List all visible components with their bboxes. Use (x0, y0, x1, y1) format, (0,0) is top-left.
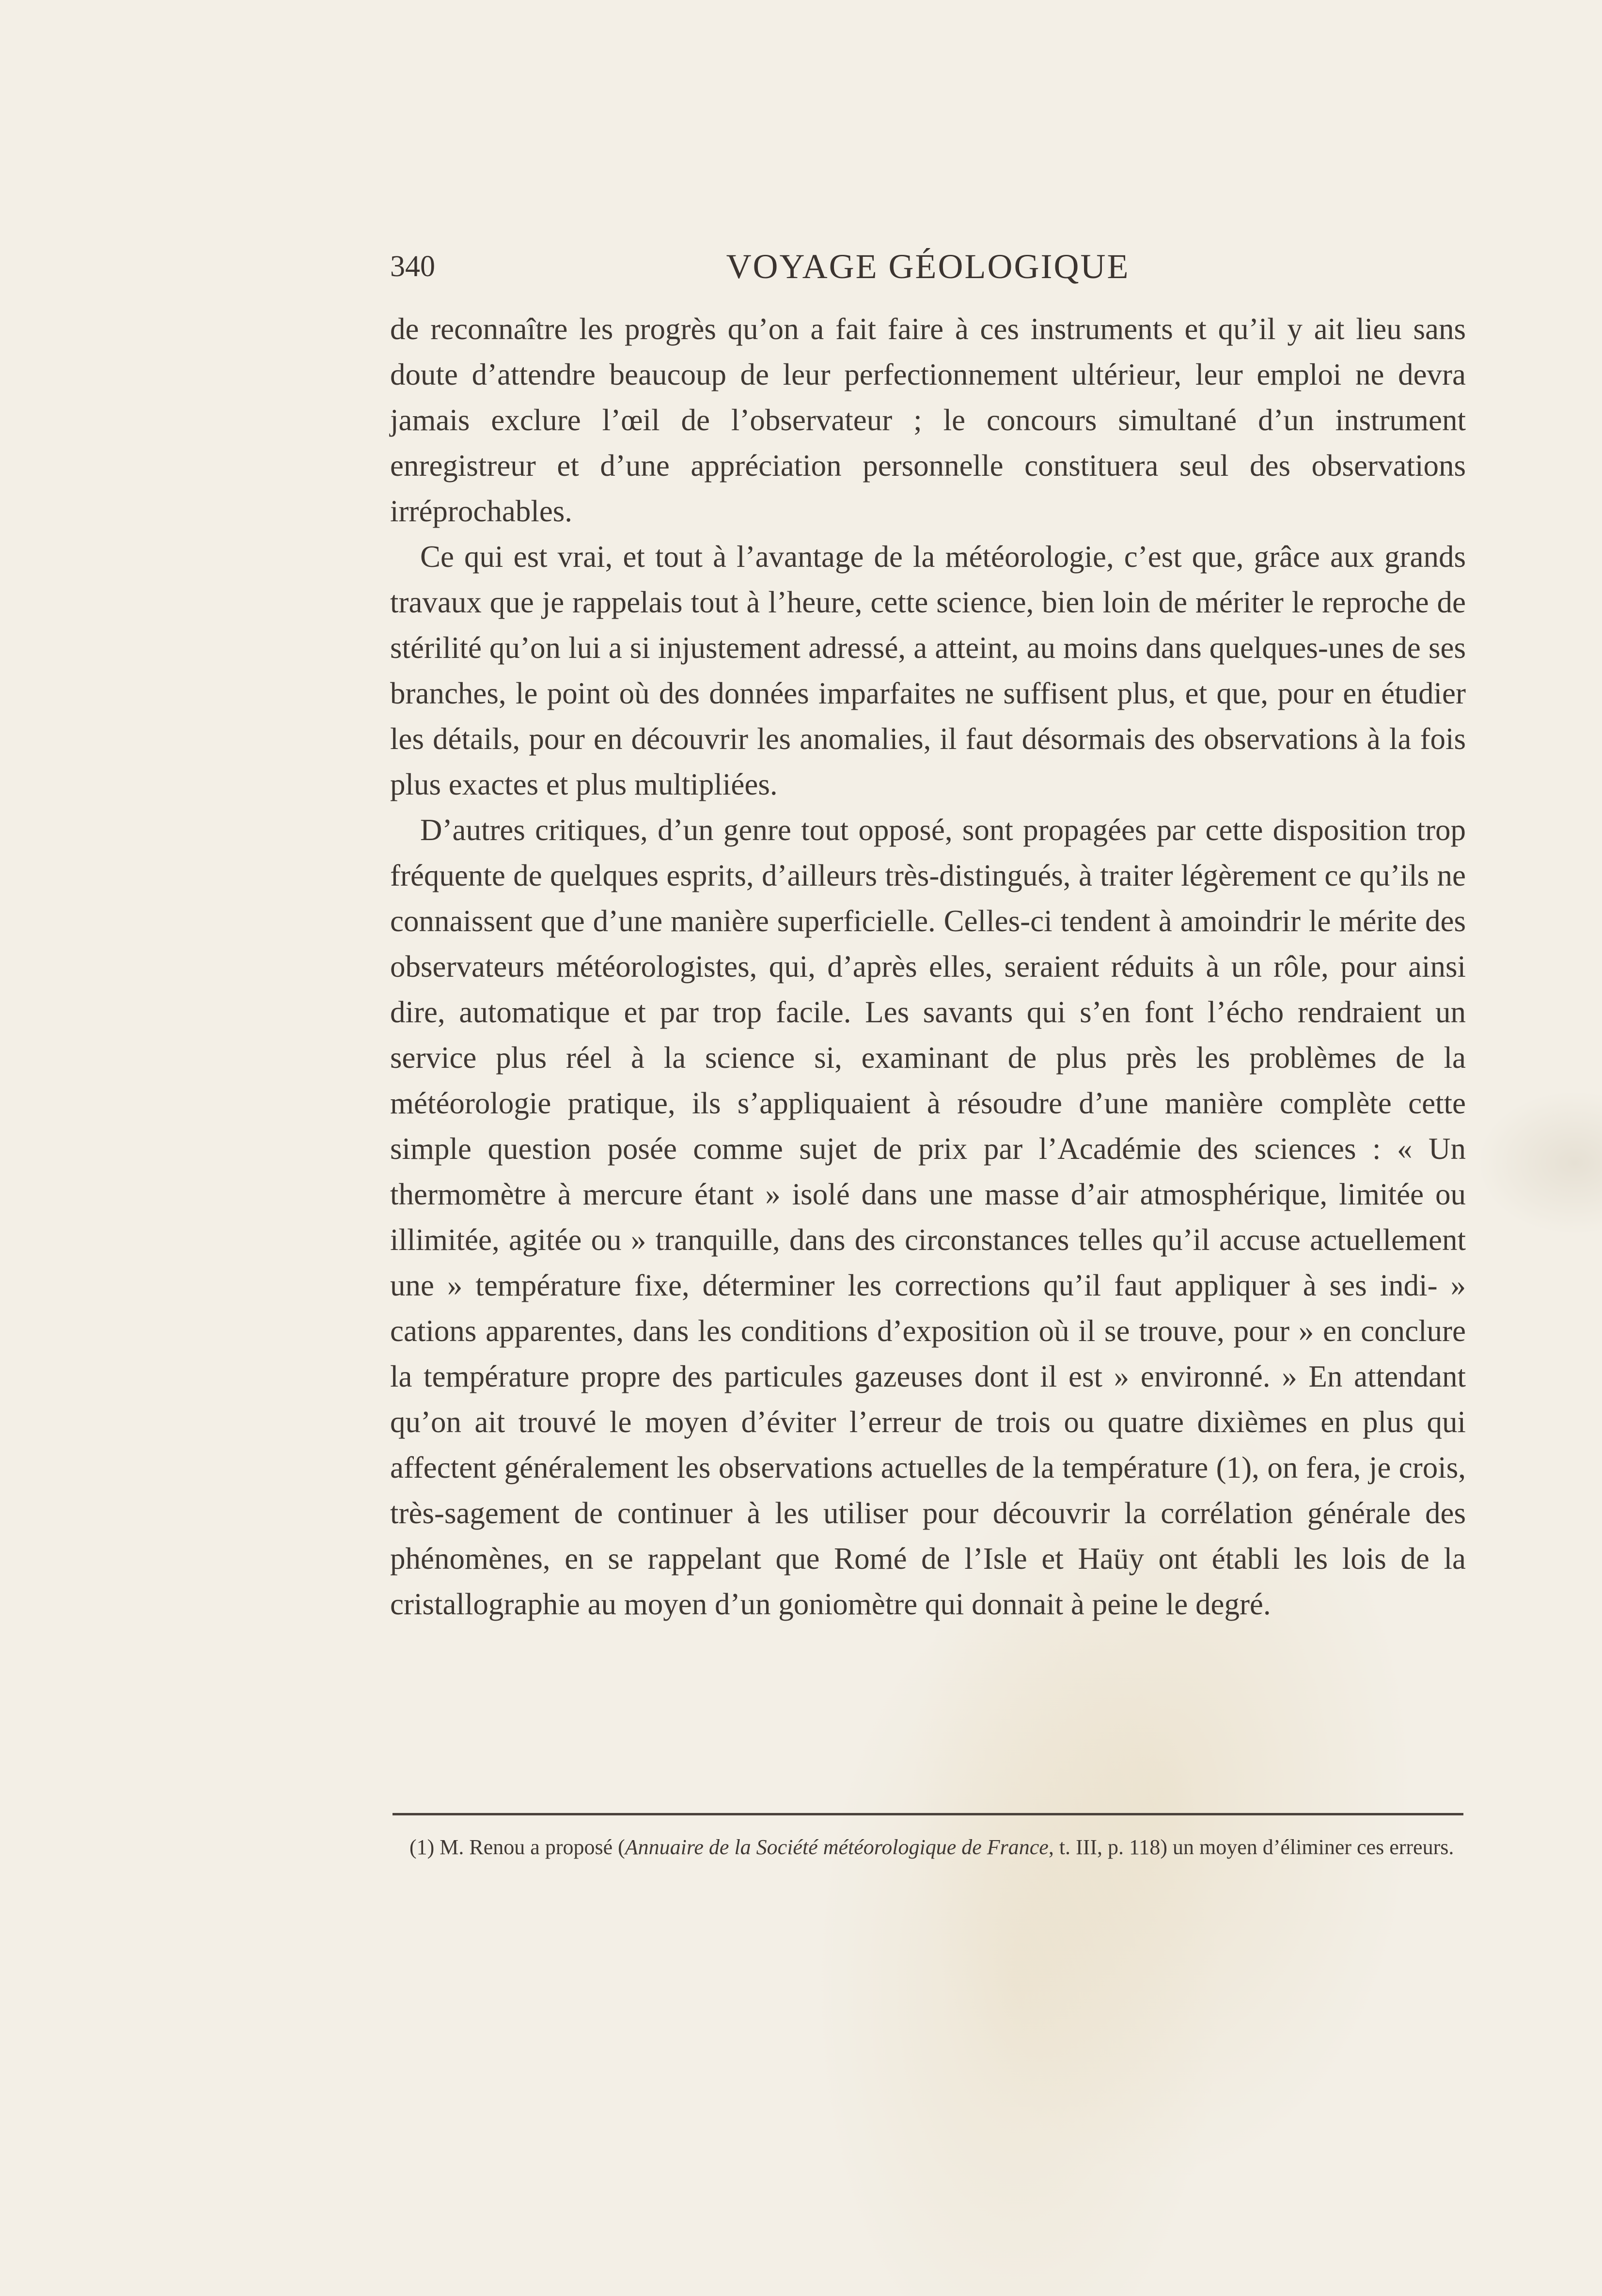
page-number: 340 (390, 250, 435, 283)
footnote-cited-title: Annuaire de la Société météorologique de France (625, 1835, 1049, 1859)
footnote-divider (393, 1813, 1463, 1815)
footnote-text-start: (1) M. Renou a proposé ( (409, 1835, 625, 1859)
footnote (390, 1832, 1466, 1862)
running-title: VOYAGE GÉOLOGIQUE (726, 247, 1130, 286)
body-text (390, 306, 1466, 1627)
paragraph: Ce qui est vrai, et tout à l’avantage de la météorologie, c’est que, grâce aux grands travaux que je rappelais tout à l’heure, cette science, bien loin de mériter le reproche de stérilité qu’on lui a si injustement adressé, a atteint, au moins dans quelques-unes de ses branches, le point où des données imparfaites ne suffisent plus, et que, pour en étudier les détails, pour en découvrir les anomalies, il faut désormais des observations à la fois plus exactes et plus multipliées. (390, 540, 1466, 801)
paragraph-continuation: de reconnaître les progrès qu’on a fait faire à ces instruments et qu’il y ait lieu sans doute d’attendre beaucoup de leur perfectionnement ultérieur, leur emploi ne devra jamais exclure l’œil de l’observateur ; le concours simultané d’un instrument enregistreur et d’une appréciation personnelle constituera seul des observations irréprochables. (390, 312, 1466, 528)
paragraph: D’autres critiques, d’un genre tout opposé, sont propagées par cette disposition trop fréquente de quelques esprits, d’ailleurs très-distingués, à traiter légèrement ce qu’ils ne connaissent que d’une manière superficielle. Celles-ci tendent à amoindrir le mérite des observateurs météorologistes, qui, d’après elles, seraient réduits à un rôle, pour ainsi dire, automatique et par trop facile. Les savants qui s’en font l’écho rendraient un service plus réel à la science si, examinant de plus près les problèmes de la météorologie pratique, ils s’appliquaient à résoudre d’une manière complète cette simple question posée comme sujet de prix par l’Académie des sciences : « Un thermomètre à mercure étant » isolé dans une masse d’air atmosphérique, limitée ou illimitée, agitée ou » tranquille, dans des circonstances telles qu’il accuse actuellement une » température fixe, déterminer les corrections qu’il faut appliquer à ses indi- » cations apparentes, dans les conditions d’exposition où il se trouve, pour » en conclure la température propre des particules gazeuses dont il est » environné. » En attendant qu’on ait trouvé le moyen d’éviter l’erreur de trois ou quatre dixièmes en plus qui affectent généralement les observations actuelles de la température (1), on fera, je crois, très-sagement de continuer à les utiliser pour découvrir la corrélation générale des phénomènes, en se rappelant que Romé de l’Isle et Haüy ont établi les lois de la cristallographie au moyen d’un goniomètre qui donnait à peine le degré. (390, 813, 1466, 1621)
footnote-text-end: , t. III, p. 118) un moyen d’éliminer ces erreurs. (1048, 1835, 1454, 1859)
page-header (390, 245, 1466, 288)
footnote-text (390, 1832, 1466, 1862)
